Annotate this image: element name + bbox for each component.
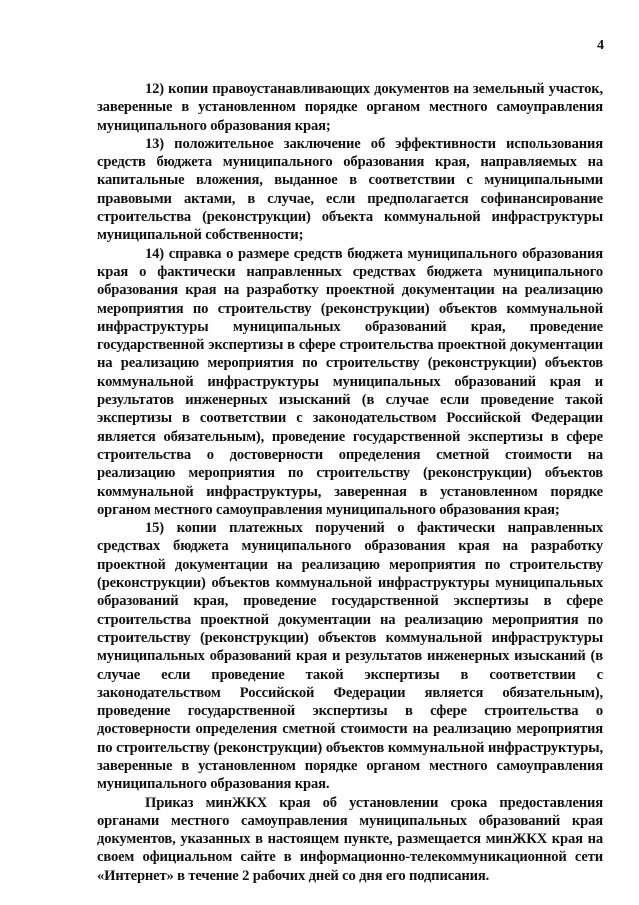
paragraph-item-14: 14) справка о размере средств бюджета муниципального образования края о фактически направленных средствах бюджета муниципального образования края на разработку проектной документации на реализацию мероприятия по строительству (реконструкции) объектов коммунальной инфраструктуры муниципальных образований края, проведение государственной экспертизы в сфере строительства проектной документации на реализацию мероприятия по строительству (реконструкции) объектов коммунальной инфраструктуры муниципальных образований края и результатов инженерных изысканий (в случае если проведение такой экспертизы в соответствии с законодательством Российской Федерации является обязательным), проведение государственной экспертизы в сфере строительства о достоверности определения сметной стоимости на реализацию мероприятия по строительству (реконструкции) объектов коммунальной инфраструктуры, заверенная в установленном порядке органом местного самоуправления муниципального образования края;: [97, 245, 603, 518]
document-body: [97, 80, 603, 885]
paragraph-order-note: Приказ минЖКХ края об установлении срока предоставления органами местного самоуправления муниципальных образований края документов, указанных в настоящем пункте, размещается минЖКХ края на своем официальном сайте в информационно-телекоммуникационной сети «Интернет» в течение 2 рабочих дней со дня его подписания.: [97, 794, 603, 884]
paragraph-item-15: 15) копии платежных поручений о фактически направленных средствах бюджета муниципального образования края на разработку проектной документации на реализацию мероприятия по строительству (реконструкции) объектов коммунальной инфраструктуры муниципальных образований края, проведение государственной экспертизы в сфере строительства проектной документации на реализацию мероприятия по строительству (реконструкции) объектов коммунальной инфраструктуры муниципальных образований края и результатов инженерных изысканий (в случае если проведение такой экспертизы в соответствии с законодательством Российской Федерации является обязательным), проведение государственной экспертизы в сфере строительства о достоверности определения сметной стоимости на реализацию мероприятия по строительству (реконструкции) объектов коммунальной инфраструктуры, заверенные в установленном порядке органом местного самоуправления муниципального образования края.: [97, 520, 603, 793]
paragraph-item-13: 13) положительное заключение об эффективности использования средств бюджета муниципального образования края, направляемых на капитальные вложения, выданное в соответствии с муниципальными правовыми актами, в случае, если предполагается софинансирование строительства (реконструкции) объекта коммунальной инфраструктуры муниципальной собственности;: [97, 135, 603, 244]
page-number: 4: [597, 38, 604, 53]
paragraph-item-12: 12) копии правоустанавливающих документов на земельный участок, заверенные в установленном порядке органом местного самоуправления муниципального образования края;: [97, 81, 603, 134]
